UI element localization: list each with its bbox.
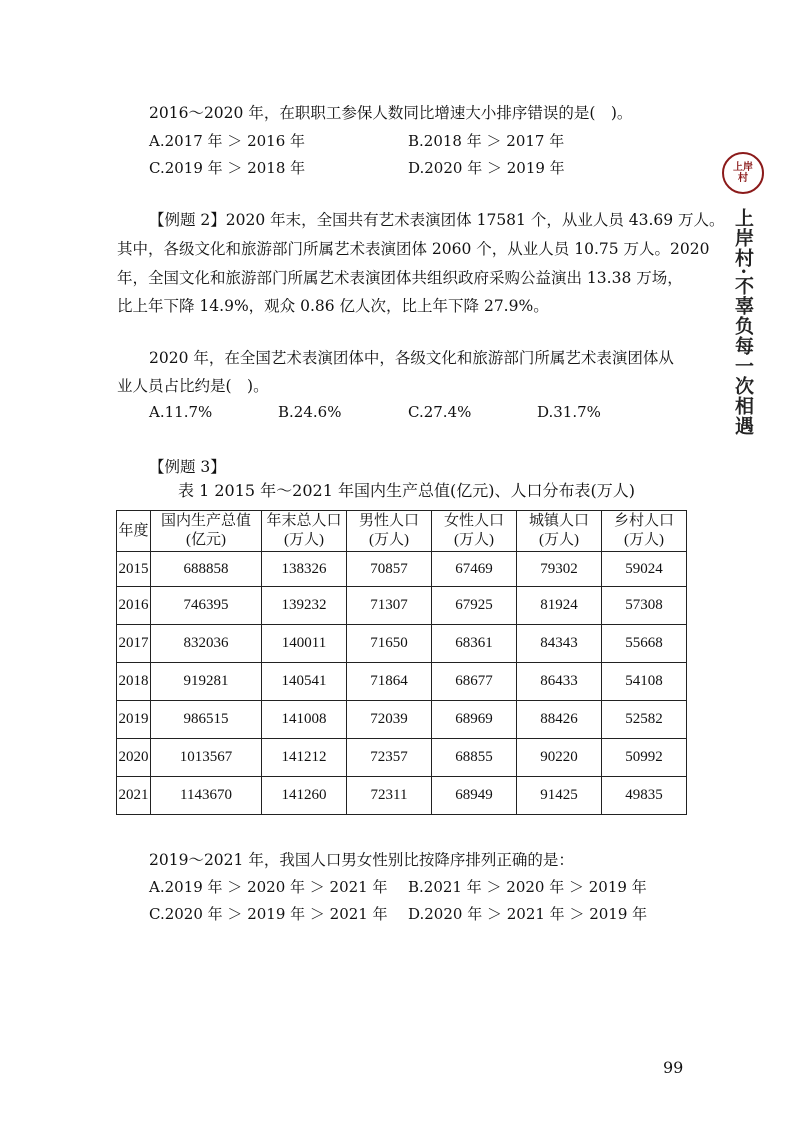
data-table (116, 510, 687, 815)
cell-female-pop: 67469 (432, 552, 517, 587)
cell-year: 2015 (117, 552, 151, 587)
example3-option-b: B.2021 年 ＞ 2020 年 ＞ 2019 年 (408, 878, 647, 896)
table-header-row (117, 511, 687, 552)
brand-seal-text: 上岸村 (733, 162, 753, 184)
example2-line-3: 年，全国文化和旅游部门所属艺术表演团体共组织政府采购公益演出 13.38 万场， (117, 269, 683, 287)
example3-label: 【例题 3】 (149, 458, 226, 476)
cell-urban-pop: 79302 (517, 552, 602, 587)
cell-gdp: 1143670 (151, 777, 262, 815)
example2-option-b: B.24.6% (278, 403, 342, 421)
q1-stem: 2016～2020 年，在职职工参保人数同比增速大小排序错误的是( )。 (149, 104, 633, 122)
example2-question-line-1: 2020 年，在全国艺术表演团体中，各级文化和旅游部门所属艺术表演团体从 (149, 349, 674, 367)
example2-question-line-2: 业人员占比约是( )。 (117, 377, 269, 395)
example2-line-2: 其中，各级文化和旅游部门所属艺术表演团体 2060 个，从业人员 10.75 万人。2020 (117, 240, 710, 258)
cell-male-pop: 72311 (347, 777, 432, 815)
header-male-pop: 男性人口 (万人) (347, 511, 432, 552)
cell-total-pop: 139232 (262, 587, 347, 625)
cell-year: 2018 (117, 663, 151, 701)
example2-line-1: 【例题 2】2020 年末，全国共有艺术表演团体 17581 个，从业人员 43.69 万人。 (149, 211, 725, 229)
header-rural-pop: 乡村人口 (万人) (602, 511, 687, 552)
table-row (117, 701, 687, 739)
cell-total-pop: 138326 (262, 552, 347, 587)
cell-male-pop: 72039 (347, 701, 432, 739)
cell-urban-pop: 81924 (517, 587, 602, 625)
example3-option-d: D.2020 年 ＞ 2021 年 ＞ 2019 年 (408, 905, 648, 923)
cell-rural-pop: 55668 (602, 625, 687, 663)
header-total-pop: 年末总人口 (万人) (262, 511, 347, 552)
header-urban-pop: 城镇人口 (万人) (517, 511, 602, 552)
table-row (117, 777, 687, 815)
cell-gdp: 832036 (151, 625, 262, 663)
cell-male-pop: 71864 (347, 663, 432, 701)
cell-urban-pop: 88426 (517, 701, 602, 739)
cell-rural-pop: 59024 (602, 552, 687, 587)
cell-female-pop: 68969 (432, 701, 517, 739)
cell-gdp: 1013567 (151, 739, 262, 777)
cell-urban-pop: 86433 (517, 663, 602, 701)
cell-male-pop: 71307 (347, 587, 432, 625)
cell-rural-pop: 57308 (602, 587, 687, 625)
example3-option-c: C.2020 年 ＞ 2019 年 ＞ 2021 年 (149, 905, 388, 923)
page-number: 99 (663, 1058, 684, 1077)
cell-total-pop: 140541 (262, 663, 347, 701)
cell-year: 2019 (117, 701, 151, 739)
cell-rural-pop: 54108 (602, 663, 687, 701)
brand-seal-logo (722, 152, 764, 194)
cell-male-pop: 71650 (347, 625, 432, 663)
cell-gdp: 986515 (151, 701, 262, 739)
header-gdp: 国内生产总值 (亿元) (151, 511, 262, 552)
table-row (117, 739, 687, 777)
cell-male-pop: 72357 (347, 739, 432, 777)
cell-year: 2017 (117, 625, 151, 663)
cell-year: 2020 (117, 739, 151, 777)
cell-female-pop: 68677 (432, 663, 517, 701)
cell-total-pop: 141212 (262, 739, 347, 777)
cell-year: 2021 (117, 777, 151, 815)
example2-line-4: 比上年下降 14.9%，观众 0.86 亿人次，比上年下降 27.9%。 (117, 297, 549, 315)
table-row (117, 663, 687, 701)
cell-gdp: 746395 (151, 587, 262, 625)
cell-rural-pop: 52582 (602, 701, 687, 739)
table-row (117, 587, 687, 625)
cell-male-pop: 70857 (347, 552, 432, 587)
cell-gdp: 688858 (151, 552, 262, 587)
cell-total-pop: 141008 (262, 701, 347, 739)
table-caption: 表 1 2015 年～2021 年国内生产总值(亿元)、人口分布表(万人) (178, 481, 635, 500)
cell-rural-pop: 49835 (602, 777, 687, 815)
cell-female-pop: 68949 (432, 777, 517, 815)
example2-option-a: A.11.7% (149, 403, 213, 421)
example2-option-c: C.27.4% (408, 403, 472, 421)
brand-slogan: 上岸村·不辜负每一次相遇 (732, 208, 754, 436)
q1-option-a: A.2017 年 ＞ 2016 年 (149, 132, 306, 150)
table-row (117, 552, 687, 587)
cell-female-pop: 68361 (432, 625, 517, 663)
cell-gdp: 919281 (151, 663, 262, 701)
cell-urban-pop: 91425 (517, 777, 602, 815)
cell-female-pop: 67925 (432, 587, 517, 625)
cell-total-pop: 141260 (262, 777, 347, 815)
example3-question: 2019～2021 年，我国人口男女性别比按降序排列正确的是： (149, 851, 574, 869)
table-row (117, 625, 687, 663)
cell-total-pop: 140011 (262, 625, 347, 663)
cell-urban-pop: 84343 (517, 625, 602, 663)
q1-option-d: D.2020 年 ＞ 2019 年 (408, 159, 565, 177)
cell-rural-pop: 50992 (602, 739, 687, 777)
cell-year: 2016 (117, 587, 151, 625)
cell-female-pop: 68855 (432, 739, 517, 777)
q1-option-b: B.2018 年 ＞ 2017 年 (408, 132, 565, 150)
q1-option-c: C.2019 年 ＞ 2018 年 (149, 159, 306, 177)
header-year: 年度 (117, 511, 151, 552)
example3-option-a: A.2019 年 ＞ 2020 年 ＞ 2021 年 (149, 878, 388, 896)
cell-urban-pop: 90220 (517, 739, 602, 777)
example2-option-d: D.31.7% (537, 403, 601, 421)
header-female-pop: 女性人口 (万人) (432, 511, 517, 552)
